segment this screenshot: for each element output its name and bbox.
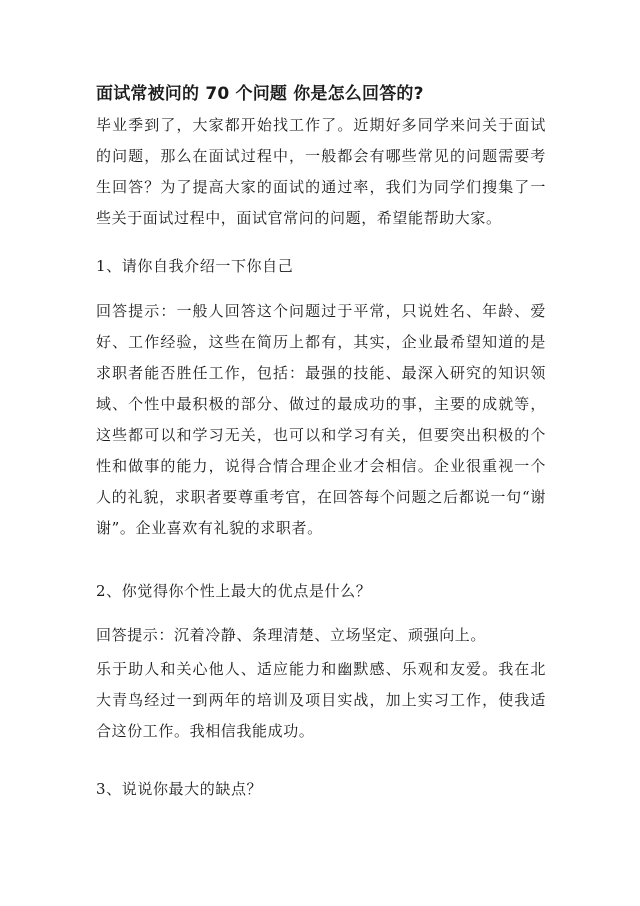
intro-paragraph: 毕业季到了，大家都开始找工作了。近期好多同学来问关于面试的问题，那么在面试过程中，一般都会有哪些常见的问题需要考生回答？为了提高大家的面试的通过率，我们为同学们搜集了一些关于面试过程中，面试官常问的问题，希望能帮助大家。 bbox=[96, 116, 546, 227]
question-2-answer: 回答提示：沉着冷静、条理清楚、立场坚定、顽强向上。 bbox=[96, 626, 487, 644]
question-3-heading: 3、说说你最大的缺点？ bbox=[96, 780, 263, 798]
question-2-extra-paragraph: 乐于助人和关心他人、适应能力和幽默感、乐观和友爱。我在北大青鸟经过一到两年的培训及项目实战，加上实习工作，使我适合这份工作。我相信我能成功。 bbox=[96, 660, 546, 740]
question-2-heading: 2、你觉得你个性上最大的优点是什么？ bbox=[96, 582, 372, 600]
question-1-answer: 回答提示：一般人回答这个问题过于平常，只说姓名、年龄、爱好、工作经验，这些在简历上都有，其实，企业最希望知道的是求职者能否胜任工作，包括：最强的技能、最深入研究的知识领域、个性中最积极的部分、做过的最成功的事，主要的成就等，这些都可以和学习无关，也可以和学习有关，但要突出积极的个性和做事的能力，说得合情合理企业才会相信。企业很重视一个人的礼貌，求职者要尊重考官，在回答每个问题之后都说一句“谢谢”。企业喜欢有礼貌的求职者。 bbox=[96, 302, 546, 537]
question-1-heading: 1、请你自我介绍一下你自己 bbox=[96, 257, 294, 275]
document-title: 面试常被问的 70 个问题 你是怎么回答的? bbox=[96, 84, 424, 104]
